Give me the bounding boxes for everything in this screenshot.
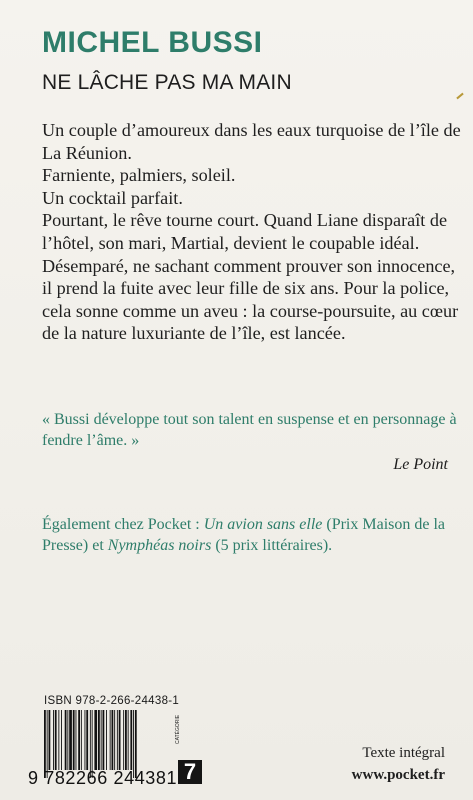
also-suffix: (5 prix littéraires). — [211, 537, 333, 554]
quote-source: Le Point — [393, 456, 448, 473]
decorative-mark — [456, 93, 463, 100]
also-title-1: Un avion sans elle — [203, 516, 323, 533]
author-name: MICHEL BUSSI — [42, 26, 263, 59]
barcode-digits: 9 782266 244381 — [28, 768, 178, 788]
edition-label: Texte intégral — [362, 745, 445, 761]
press-quote — [42, 409, 462, 475]
blurb-paragraph: Farniente, palmiers, soleil. — [42, 165, 236, 186]
book-title: NE LÂCHE PAS MA MAIN — [42, 71, 292, 94]
footer-info — [352, 742, 445, 786]
quote-text: « Bussi développe tout son talent en suspense et en personnage à fendre l’âme. » — [42, 411, 457, 449]
blurb-paragraph: Un couple d’amoureux dans les eaux turquoise de l’île de La Réunion. — [42, 120, 461, 163]
blurb-paragraph: Pourtant, le rêve tourne court. Quand Liane disparaît de l’hôtel, son mari, Martial, devient le coupable idéal. Désemparé, ne sachant comment prouver son innocence, il prend la fuite avec leur fille de six ans. Pour la police, cela sonne comme un aveu : la course-poursuite, au cœur de la nature luxuriante de l’île, est lancée. — [42, 210, 459, 344]
also-middle: (Prix Maison de la Presse) et — [42, 516, 446, 554]
also-title-2: Nymphéas noirs — [107, 537, 212, 554]
category-number: 7 — [178, 760, 202, 784]
blurb — [42, 119, 462, 345]
publisher-website: www.pocket.fr — [351, 767, 445, 783]
blurb-paragraph: Un cocktail parfait. — [42, 187, 183, 208]
also-prefix: Également chez Pocket : — [42, 516, 204, 533]
isbn-label: ISBN 978-2-266-24438-1 — [44, 695, 180, 707]
category-label: CATÉGORIE — [175, 714, 181, 744]
also-available — [42, 514, 462, 556]
